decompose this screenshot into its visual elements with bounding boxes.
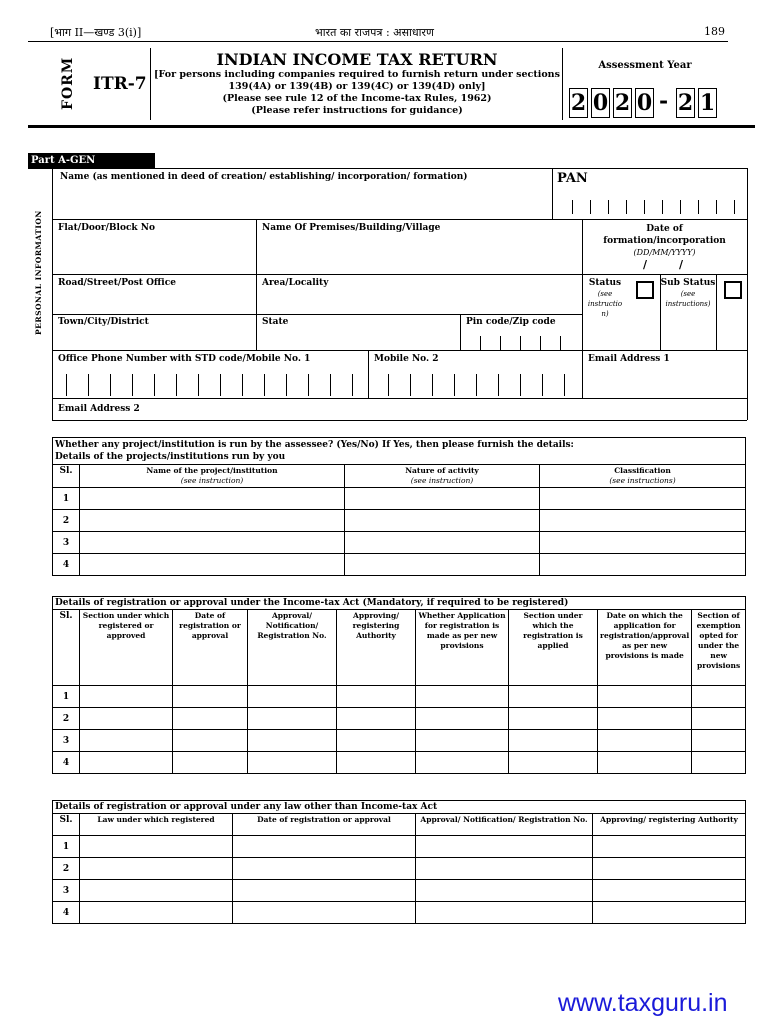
col-project-name: Name of the project/institution (see instruction) bbox=[80, 465, 345, 488]
col-authority: Approving/ registering Authority bbox=[593, 814, 746, 836]
col-new-provisions: Whether Application for registration is made as per new provisions bbox=[416, 610, 509, 686]
date-sep: / bbox=[679, 258, 684, 271]
table-cell[interactable] bbox=[416, 708, 509, 730]
col-date: Date of registration or approval bbox=[233, 814, 416, 836]
row-number: 4 bbox=[53, 554, 80, 576]
table-cell[interactable] bbox=[345, 510, 540, 532]
table-row bbox=[53, 488, 746, 510]
col-divider bbox=[256, 219, 257, 350]
row-rule bbox=[52, 350, 747, 351]
col-classification: Classification (see instructions) bbox=[540, 465, 746, 488]
row-rule bbox=[52, 274, 747, 275]
table-cell[interactable] bbox=[248, 730, 337, 752]
col-divider bbox=[582, 274, 583, 350]
row-rule bbox=[52, 219, 747, 220]
table-row bbox=[53, 686, 746, 708]
table-cell[interactable] bbox=[173, 730, 248, 752]
table-cell[interactable] bbox=[80, 510, 345, 532]
ay-dash: - bbox=[659, 88, 669, 114]
row-number: 1 bbox=[53, 686, 80, 708]
col-sl: Sl. bbox=[53, 814, 80, 836]
table-cell[interactable] bbox=[416, 858, 593, 880]
table-cell[interactable] bbox=[337, 708, 416, 730]
table-cell[interactable] bbox=[80, 752, 173, 774]
ay-digit[interactable]: 0 bbox=[636, 90, 653, 116]
col-divider bbox=[716, 274, 717, 350]
table-cell[interactable] bbox=[416, 752, 509, 774]
projects-table bbox=[52, 437, 746, 576]
col-authority: Approving/ registering Authority bbox=[337, 610, 416, 686]
table-cell[interactable] bbox=[248, 686, 337, 708]
date-label: Date of formation/incorporation (DD/MM/YYYY) bbox=[603, 224, 726, 257]
table-cell[interactable] bbox=[540, 510, 746, 532]
watermark: www.taxguru.in bbox=[558, 989, 728, 1017]
row-number: 4 bbox=[53, 752, 80, 774]
row-number: 3 bbox=[53, 532, 80, 554]
table-row bbox=[53, 858, 746, 880]
table-cell[interactable] bbox=[80, 880, 233, 902]
gazette-section: [भाग II—खण्ड 3(i)] bbox=[50, 26, 142, 39]
registration-it-table bbox=[52, 596, 746, 774]
pin-label: Pin code/Zip code bbox=[466, 317, 556, 327]
email2-input[interactable] bbox=[160, 400, 740, 418]
table-cell[interactable] bbox=[598, 752, 692, 774]
col-law: Law under which registered bbox=[80, 814, 233, 836]
substatus-label: Sub Status bbox=[660, 278, 716, 288]
col-sl: Sl. bbox=[53, 465, 80, 488]
table-row bbox=[53, 708, 746, 730]
table-cell[interactable] bbox=[80, 686, 173, 708]
title-divider-left bbox=[150, 48, 151, 120]
registration-other-title: Details of registration or approval under any law other than Income-tax Act bbox=[53, 801, 746, 814]
ay-digit[interactable]: 0 bbox=[592, 90, 609, 116]
row-number: 2 bbox=[53, 510, 80, 532]
ay-digit[interactable]: 2 bbox=[677, 90, 694, 116]
premises-label: Name Of Premises/Building/Village bbox=[262, 223, 441, 233]
table-cell[interactable] bbox=[593, 858, 746, 880]
state-label: State bbox=[262, 317, 289, 327]
gazette-title: भारत का राजपत्र : असाधारण bbox=[315, 26, 434, 39]
ay-digit[interactable]: 2 bbox=[570, 90, 587, 116]
phone-input[interactable] bbox=[52, 370, 368, 398]
table-cell[interactable] bbox=[509, 686, 598, 708]
table-cell[interactable] bbox=[416, 730, 509, 752]
table-cell[interactable] bbox=[80, 708, 173, 730]
flat-label: Flat/Door/Block No bbox=[58, 223, 156, 233]
table-row bbox=[53, 554, 746, 576]
table-cell[interactable] bbox=[233, 902, 416, 924]
table-cell[interactable] bbox=[593, 880, 746, 902]
row-rule bbox=[52, 420, 747, 421]
row-number: 2 bbox=[53, 708, 80, 730]
table-cell[interactable] bbox=[416, 686, 509, 708]
title-thick-rule bbox=[28, 125, 755, 128]
date-sep: / bbox=[643, 258, 648, 271]
table-cell[interactable] bbox=[593, 902, 746, 924]
table-cell[interactable] bbox=[80, 488, 345, 510]
pan-label: PAN bbox=[557, 171, 588, 186]
table-cell[interactable] bbox=[593, 836, 746, 858]
projects-question: Whether any project/institution is run by the assessee? (Yes/No) If Yes, then please furnish the details: Details of the projects/institutions run by you bbox=[53, 438, 746, 465]
table-cell[interactable] bbox=[233, 858, 416, 880]
table-row bbox=[53, 902, 746, 924]
substatus-checkbox[interactable] bbox=[724, 281, 742, 299]
table-cell[interactable] bbox=[80, 902, 233, 924]
form-subtitle: [For persons including companies required to furnish return under sections 139(4A) or 139(4B) or 139(4C) or 139(4D) only] (Please see rule 12 of the Income-tax Rules, 1962) (Please refer instructions for guidance) bbox=[154, 69, 560, 116]
table-row bbox=[53, 752, 746, 774]
table-cell[interactable] bbox=[598, 730, 692, 752]
table-cell[interactable] bbox=[692, 708, 746, 730]
personal-info-label: PERSONAL INFORMATION bbox=[34, 210, 43, 335]
table-cell[interactable] bbox=[692, 686, 746, 708]
page-number: 189 bbox=[704, 25, 725, 38]
table-cell[interactable] bbox=[80, 730, 173, 752]
table-cell[interactable] bbox=[80, 836, 233, 858]
col-divider bbox=[582, 350, 583, 398]
col-date: Date of registration or approval bbox=[173, 610, 248, 686]
name-label: Name (as mentioned in deed of creation/ establishing/ incorporation/ formation) bbox=[60, 172, 468, 182]
email2-label: Email Address 2 bbox=[58, 404, 140, 414]
road-label: Road/Street/Post Office bbox=[58, 278, 176, 288]
row-number: 1 bbox=[53, 488, 80, 510]
col-nature: Nature of activity (see instruction) bbox=[345, 465, 540, 488]
table-cell[interactable] bbox=[337, 730, 416, 752]
table-cell[interactable] bbox=[416, 880, 593, 902]
substatus-note: (see instructions) bbox=[665, 290, 711, 308]
table-cell[interactable] bbox=[509, 708, 598, 730]
ay-digit[interactable]: 1 bbox=[699, 90, 716, 116]
table-cell[interactable] bbox=[337, 686, 416, 708]
col-section-exemption: Section of exemption opted for under the new provisions bbox=[692, 610, 746, 686]
table-row bbox=[53, 880, 746, 902]
table-cell[interactable] bbox=[692, 752, 746, 774]
table-cell[interactable] bbox=[248, 708, 337, 730]
pin-input[interactable] bbox=[460, 336, 582, 350]
status-note: (see instructio n) bbox=[587, 290, 623, 318]
email1-label: Email Address 1 bbox=[588, 354, 670, 364]
header-rule bbox=[28, 41, 728, 42]
row-number: 4 bbox=[53, 902, 80, 924]
row-number: 2 bbox=[53, 858, 80, 880]
part-a-right-border bbox=[747, 168, 748, 420]
mobile2-label: Mobile No. 2 bbox=[374, 354, 439, 364]
area-label: Area/Locality bbox=[262, 278, 329, 288]
table-row bbox=[53, 532, 746, 554]
part-a-title: Part A-GEN bbox=[28, 153, 155, 168]
form-title: INDIAN INCOME TAX RETURN bbox=[216, 50, 498, 69]
table-cell[interactable] bbox=[416, 836, 593, 858]
registration-it-title: Details of registration or approval under the Income-tax Act (Mandatory, if required to be registered) bbox=[53, 597, 746, 610]
title-divider-right bbox=[562, 48, 563, 120]
form-code: ITR-7 bbox=[93, 74, 147, 94]
ay-digit[interactable]: 2 bbox=[614, 90, 631, 116]
col-sl: Sl. bbox=[53, 610, 80, 686]
table-cell[interactable] bbox=[345, 532, 540, 554]
col-section-applied: Section under which the registration is applied bbox=[509, 610, 598, 686]
table-cell[interactable] bbox=[345, 488, 540, 510]
col-approval-no: Approval/ Notification/ Registration No. bbox=[248, 610, 337, 686]
table-row bbox=[53, 510, 746, 532]
email1-input[interactable] bbox=[584, 370, 744, 396]
date-input[interactable] bbox=[584, 256, 744, 274]
row-rule bbox=[52, 398, 747, 399]
mobile2-input[interactable] bbox=[368, 370, 582, 398]
col-approval-no: Approval/ Notification/ Registration No. bbox=[416, 814, 593, 836]
part-a-rule bbox=[28, 168, 748, 169]
table-cell[interactable] bbox=[540, 532, 746, 554]
status-checkbox[interactable] bbox=[636, 281, 654, 299]
table-row bbox=[53, 836, 746, 858]
form-label: FORM bbox=[60, 56, 76, 110]
table-cell[interactable] bbox=[540, 554, 746, 576]
table-cell[interactable] bbox=[416, 902, 593, 924]
row-rule bbox=[52, 314, 582, 315]
table-cell[interactable] bbox=[80, 858, 233, 880]
assessment-year-label: Assessment Year bbox=[598, 60, 692, 71]
table-cell[interactable] bbox=[598, 686, 692, 708]
status-label: Status bbox=[588, 278, 622, 288]
table-cell[interactable] bbox=[337, 752, 416, 774]
row-number: 3 bbox=[53, 880, 80, 902]
registration-other-table bbox=[52, 800, 746, 924]
table-cell[interactable] bbox=[540, 488, 746, 510]
table-cell[interactable] bbox=[509, 752, 598, 774]
col-section: Section under which registered or approved bbox=[80, 610, 173, 686]
table-cell[interactable] bbox=[598, 708, 692, 730]
row-number: 3 bbox=[53, 730, 80, 752]
col-date-applied: Date on which the application for registration/approval as per new provisions is made bbox=[598, 610, 692, 686]
table-cell[interactable] bbox=[173, 686, 248, 708]
row-number: 1 bbox=[53, 836, 80, 858]
table-cell[interactable] bbox=[233, 836, 416, 858]
table-cell[interactable] bbox=[509, 730, 598, 752]
table-cell[interactable] bbox=[173, 752, 248, 774]
table-cell[interactable] bbox=[248, 752, 337, 774]
table-cell[interactable] bbox=[80, 554, 345, 576]
table-row bbox=[53, 730, 746, 752]
table-cell[interactable] bbox=[173, 708, 248, 730]
table-cell[interactable] bbox=[80, 532, 345, 554]
table-cell[interactable] bbox=[345, 554, 540, 576]
table-cell[interactable] bbox=[692, 730, 746, 752]
table-cell[interactable] bbox=[233, 880, 416, 902]
pan-input[interactable] bbox=[552, 200, 747, 220]
phone-label: Office Phone Number with STD code/Mobile No. 1 bbox=[58, 354, 311, 364]
town-label: Town/City/District bbox=[58, 317, 149, 327]
